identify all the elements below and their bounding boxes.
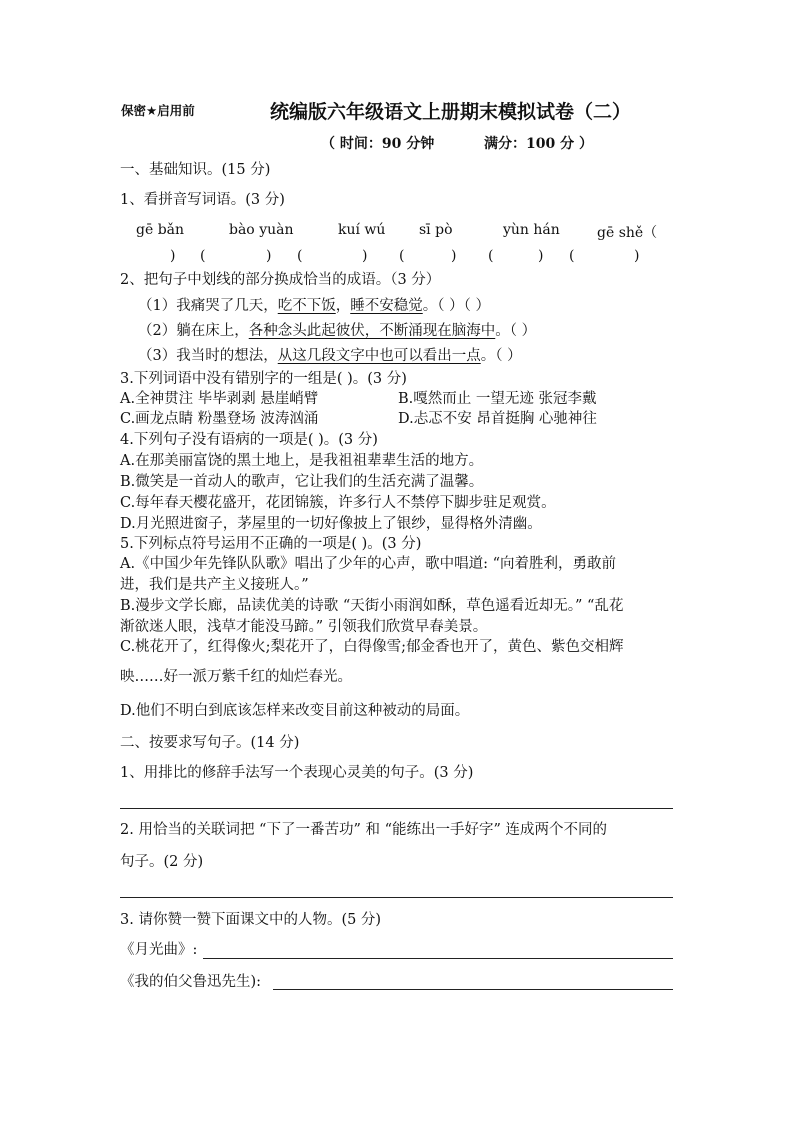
page-title: 统编版六年级语文上册期末模拟试卷（二）: [270, 101, 632, 123]
time-label: （ 时间：90 分钟: [321, 136, 435, 152]
s2-q1-title: 1、用排比的修辞手法写一个表现心灵美的句子。(3 分): [120, 765, 474, 781]
answer-line[interactable]: [120, 808, 673, 809]
q4-title: 4.下列句子没有语病的一项是( )。(3 分): [120, 432, 378, 448]
q3-option-d: D.忐忑不安 昂首挺胸 心驰神往: [398, 411, 597, 427]
paren: ): [170, 248, 176, 264]
section-1-title: 一、基础知识。(15 分): [120, 162, 271, 178]
paren: (: [200, 248, 206, 264]
q4-option-a: A.在那美丽富饶的黑土地上，是我祖祖辈辈生活的地方。: [120, 453, 484, 469]
q1-title: 1、看拼音写词语。(3 分): [120, 192, 285, 208]
q3-option-b: B.嘎然而止 一望无迹 张冠李戴: [398, 391, 597, 407]
pinyin-5: yùn hán: [503, 222, 560, 238]
q3-option-c: C.画龙点睛 粉墨登场 波涛汹涌: [120, 411, 319, 427]
underlined-phrase: 各种念头此起彼伏，不断涌现在脑海中: [248, 323, 496, 339]
paren: ): [538, 248, 544, 264]
q4-option-b: B.微笑是一首动人的歌声，它让我们的生活充满了温馨。: [120, 474, 484, 490]
q5-option-d: D.他们不明白到底该怎样来改变目前这种被动的局面。: [120, 703, 470, 719]
answer-parens: 。（ ）（ ）: [422, 298, 490, 314]
q2-item-1: [138, 299, 490, 314]
paren: ): [362, 248, 368, 264]
confidential-label: 保密★启用前: [121, 103, 195, 118]
q5-option-c-line1: C.桃花开了，红得像火;梨花开了，白得像雪;郁金香也开了，黄色、紫色交相辉: [120, 639, 624, 655]
pinyin-4: sī pò: [419, 222, 453, 238]
section-2-title: 二、按要求写句子。(14 分): [120, 735, 300, 751]
answer-parens: 。（ ）: [495, 323, 537, 339]
q5-option-b-line1: B.漫步文学长廊，品读优美的诗歌 “天街小雨润如酥，草色遥看近却无。” “乱花: [120, 598, 624, 614]
paren: (: [297, 248, 303, 264]
q2-item-2: [138, 324, 536, 339]
paren: ): [451, 248, 457, 264]
q2-item-3: [138, 349, 522, 364]
answer-line[interactable]: [273, 989, 673, 990]
pinyin-2: bào yuàn: [229, 222, 294, 238]
underlined-phrase: 睡不安稳觉: [350, 298, 423, 314]
q3-title: 3.下列词语中没有错别字的一组是( )。(3 分): [120, 371, 407, 387]
answer-line[interactable]: [120, 897, 673, 898]
q2-item-1-text: （1）我痛哭了几天，: [138, 298, 278, 314]
q2-item-1-comma: ，: [335, 298, 351, 314]
q3-option-a: A.全神贯注 毕毕剥剥 悬崖峭臂: [120, 391, 319, 407]
s2-q3-title: 3. 请你赞一赞下面课文中的人物。(5 分): [120, 912, 382, 928]
answer-line[interactable]: [203, 958, 673, 959]
paren: ): [266, 248, 272, 264]
s2-q2-line1: 2. 用恰当的关联词把 “下了一番苦功” 和 “能练出一手好字” 连成两个不同的: [120, 822, 608, 838]
q2-item-2-text: （2）躺在床上，: [138, 323, 249, 339]
s2-q2-line2: 句子。(2 分): [120, 854, 204, 870]
q4-option-c: C.每年春天樱花盛开，花团锦簇，许多行人不禁停下脚步驻足观赏。: [120, 495, 556, 511]
q5-option-b-line2: 渐欲迷人眼，浅草才能没马蹄。” 引领我们欣赏早春美景。: [120, 619, 488, 635]
paren: (: [488, 248, 494, 264]
paren: ): [634, 248, 640, 264]
q2-item-3-text: （3）我当时的想法，: [138, 348, 278, 364]
paren: (: [569, 248, 575, 264]
answer-parens: 。（ ）: [480, 348, 522, 364]
q5-option-a-line2: 进，我们是共产主义接班人。”: [120, 577, 309, 593]
s2-q3-item-a: 《月光曲》:: [120, 942, 198, 958]
underlined-phrase: 从这几段文字中也可以看出一点: [277, 348, 481, 364]
underlined-phrase: 吃不下饭: [277, 298, 336, 314]
paren: (: [399, 248, 405, 264]
pinyin-6: gē shě（: [597, 225, 658, 241]
pinyin-3: kuí wú: [338, 222, 386, 238]
q2-title: 2、把句子中划线的部分换成恰当的成语。（3 分）: [120, 272, 441, 288]
q4-option-d: D.月光照进窗子，茅屋里的一切好像披上了银纱，显得格外清幽。: [120, 516, 542, 532]
pinyin-1: gē bǎn: [136, 222, 185, 238]
score-label: 满分：100 分 ）: [484, 136, 593, 152]
q5-option-c-line2: 映……好一派万紫千红的灿烂春光。: [120, 669, 352, 685]
q5-option-a-line1: A.《中国少年先锋队队歌》唱出了少年的心声，歌中唱道: “向着胜利，勇敢前: [120, 556, 616, 572]
q5-title: 5.下列标点符号运用不正确的一项是( )。(3 分): [120, 536, 422, 552]
s2-q3-item-b: 《我的伯父鲁迅先生):: [120, 974, 262, 990]
